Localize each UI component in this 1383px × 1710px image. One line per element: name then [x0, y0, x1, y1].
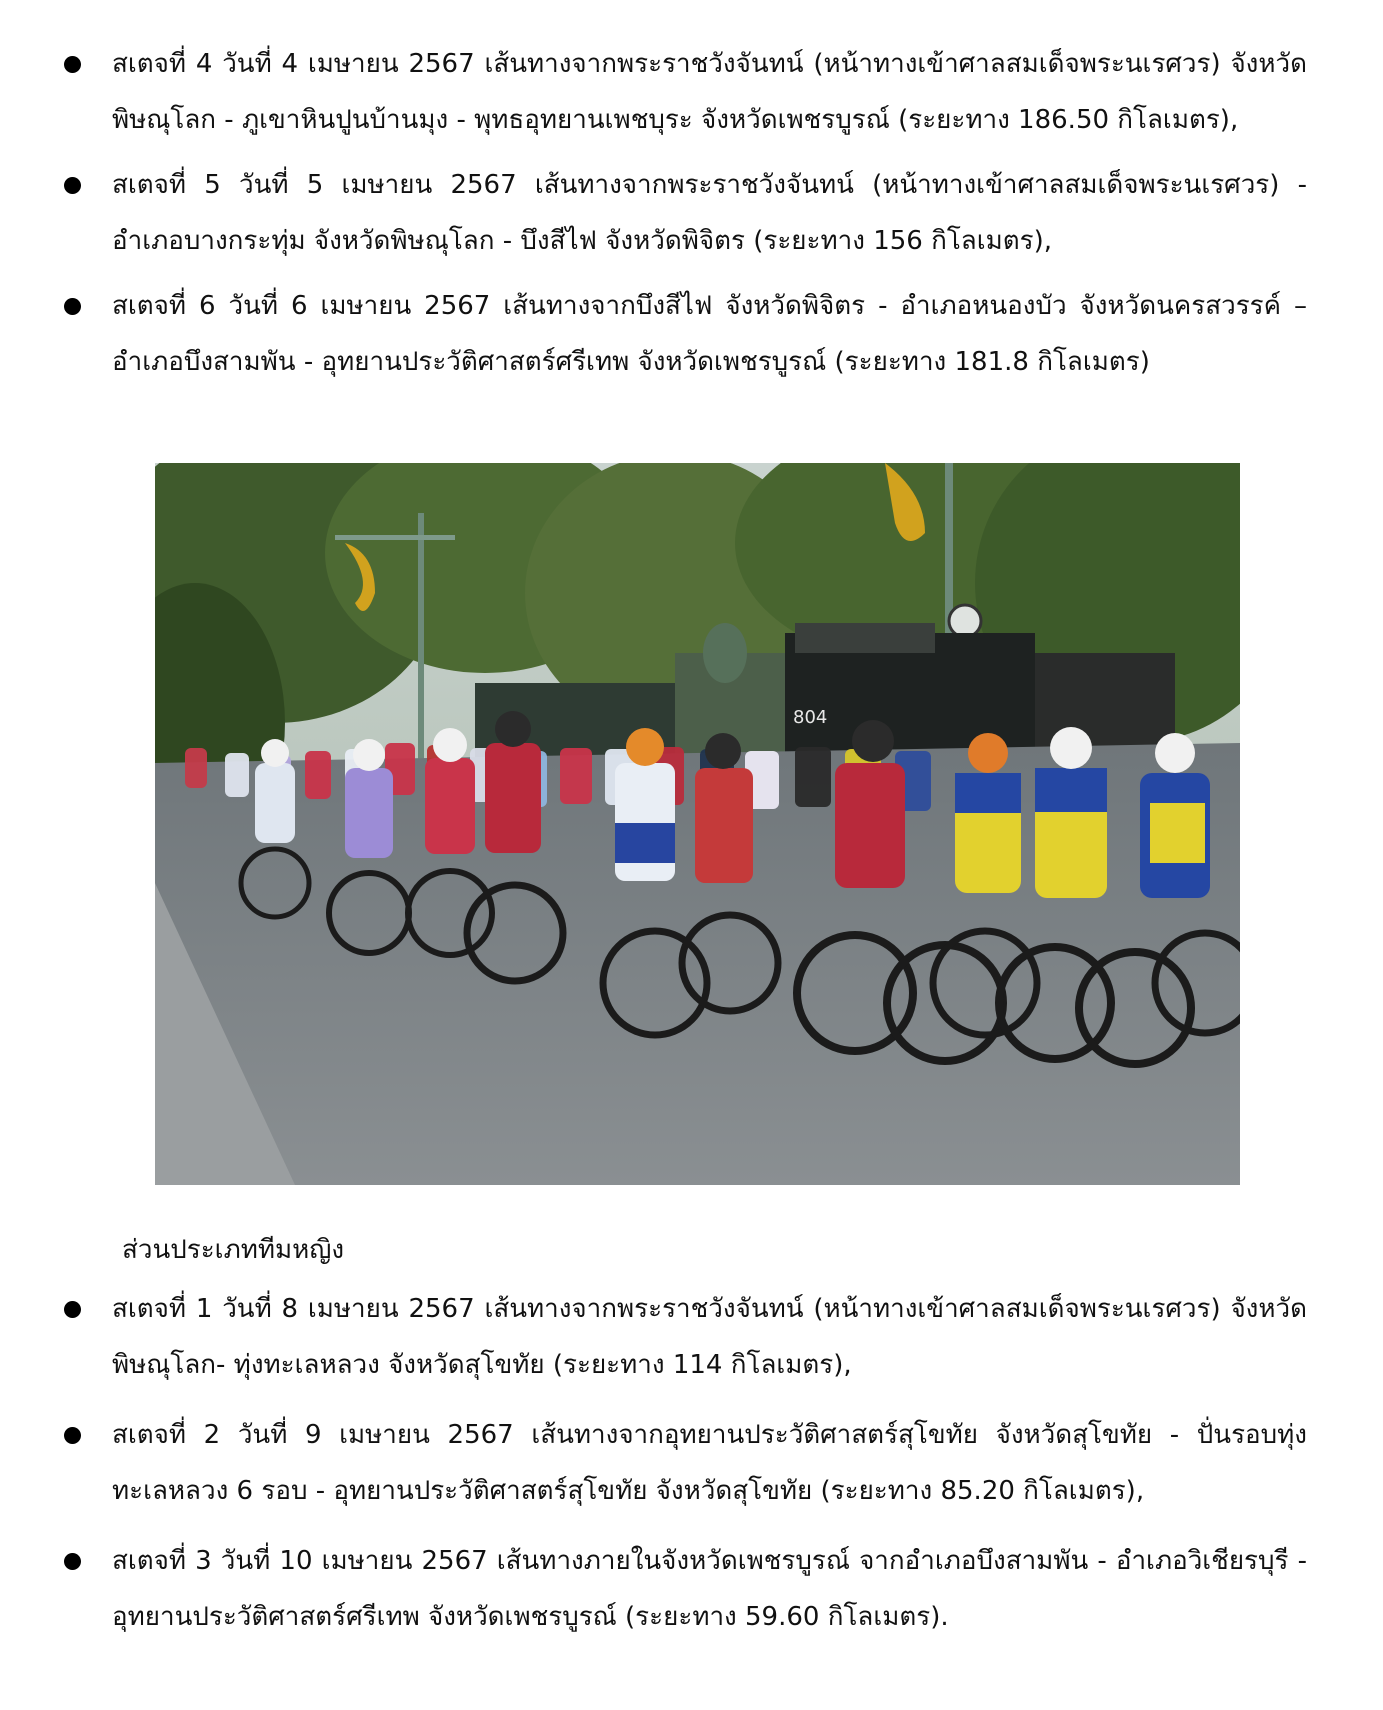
- men-stage-list: [0, 36, 1383, 399]
- bullet-icon: [64, 56, 81, 73]
- stage-item-women-1: [0, 1281, 1383, 1393]
- bullet-icon: [64, 1553, 81, 1570]
- stage-text: สเตจที่ 3 วันที่ 10 เมษายน 2567 เส้นทางภายในจังหวัดเพชรบูรณ์ จากอำเภอบึงสามพัน - อำเภอวิเชียรบุรี - อุทยานประวัติศาสตร์ศรีเทพ จังหวัดเพชรบูรณ์ (ระยะทาง 59.60 กิโลเมตร).: [112, 1546, 1307, 1632]
- stage-item-men-6: [0, 278, 1383, 390]
- bullet-icon: [64, 177, 81, 194]
- photo-illustration: [155, 463, 1240, 1185]
- stage-text: สเตจที่ 4 วันที่ 4 เมษายน 2567 เส้นทางจากพระราชวังจันทน์ (หน้าทางเข้าศาลสมเด็จพระนเรศวร) จังหวัดพิษณุโลก - ภูเขาหินปูนบ้านมุง - พุทธอุทยานเพชบุระ จังหวัดเพชรบูรณ์ (ระยะทาง 186.50 กิโลเมตร),: [112, 49, 1307, 135]
- stage-text: สเตจที่ 6 วันที่ 6 เมษายน 2567 เส้นทางจากบึงสีไฟ จังหวัดพิจิตร - อำเภอหนองบัว จังหวัดนครสวรรค์ – อำเภอบึงสามพัน - อุทยานประวัติศาสตร์ศรีเทพ จังหวัดเพชรบูรณ์ (ระยะทาง 181.8 กิโลเมตร): [112, 291, 1307, 377]
- stage-item-men-4: [0, 36, 1383, 148]
- stage-text: สเตจที่ 1 วันที่ 8 เมษายน 2567 เส้นทางจากพระราชวังจันทน์ (หน้าทางเข้าศาลสมเด็จพระนเรศวร) จังหวัดพิษณุโลก- ทุ่งทะเลหลวง จังหวัดสุโขทัย (ระยะทาง 114 กิโลเมตร),: [112, 1294, 1307, 1380]
- bullet-icon: [64, 298, 81, 315]
- stage-item-women-3: [0, 1533, 1383, 1645]
- stage-item-women-2: [0, 1407, 1383, 1519]
- stage-item-men-5: [0, 157, 1383, 269]
- women-section-heading: ส่วนประเภททีมหญิง: [122, 1235, 345, 1265]
- bullet-icon: [64, 1301, 81, 1318]
- women-stage-list: [0, 1281, 1383, 1659]
- cycling-peloton-photo: [155, 463, 1240, 1185]
- stage-text: สเตจที่ 5 วันที่ 5 เมษายน 2567 เส้นทางจากพระราชวังจันทน์ (หน้าทางเข้าศาลสมเด็จพระนเรศวร) - อำเภอบางกระทุ่ม จังหวัดพิษณุโลก - บึงสีไฟ จังหวัดพิจิตร (ระยะทาง 156 กิโลเมตร),: [112, 170, 1307, 256]
- locomotive-number: 804: [793, 707, 828, 728]
- stage-text: สเตจที่ 2 วันที่ 9 เมษายน 2567 เส้นทางจากอุทยานประวัติศาสตร์สุโขทัย จังหวัดสุโขทัย - ปั่นรอบทุ่งทะเลหลวง 6 รอบ - อุทยานประวัติศาสตร์สุโขทัย จังหวัดสุโขทัย (ระยะทาง 85.20 กิโลเมตร),: [112, 1420, 1307, 1506]
- bullet-icon: [64, 1427, 81, 1444]
